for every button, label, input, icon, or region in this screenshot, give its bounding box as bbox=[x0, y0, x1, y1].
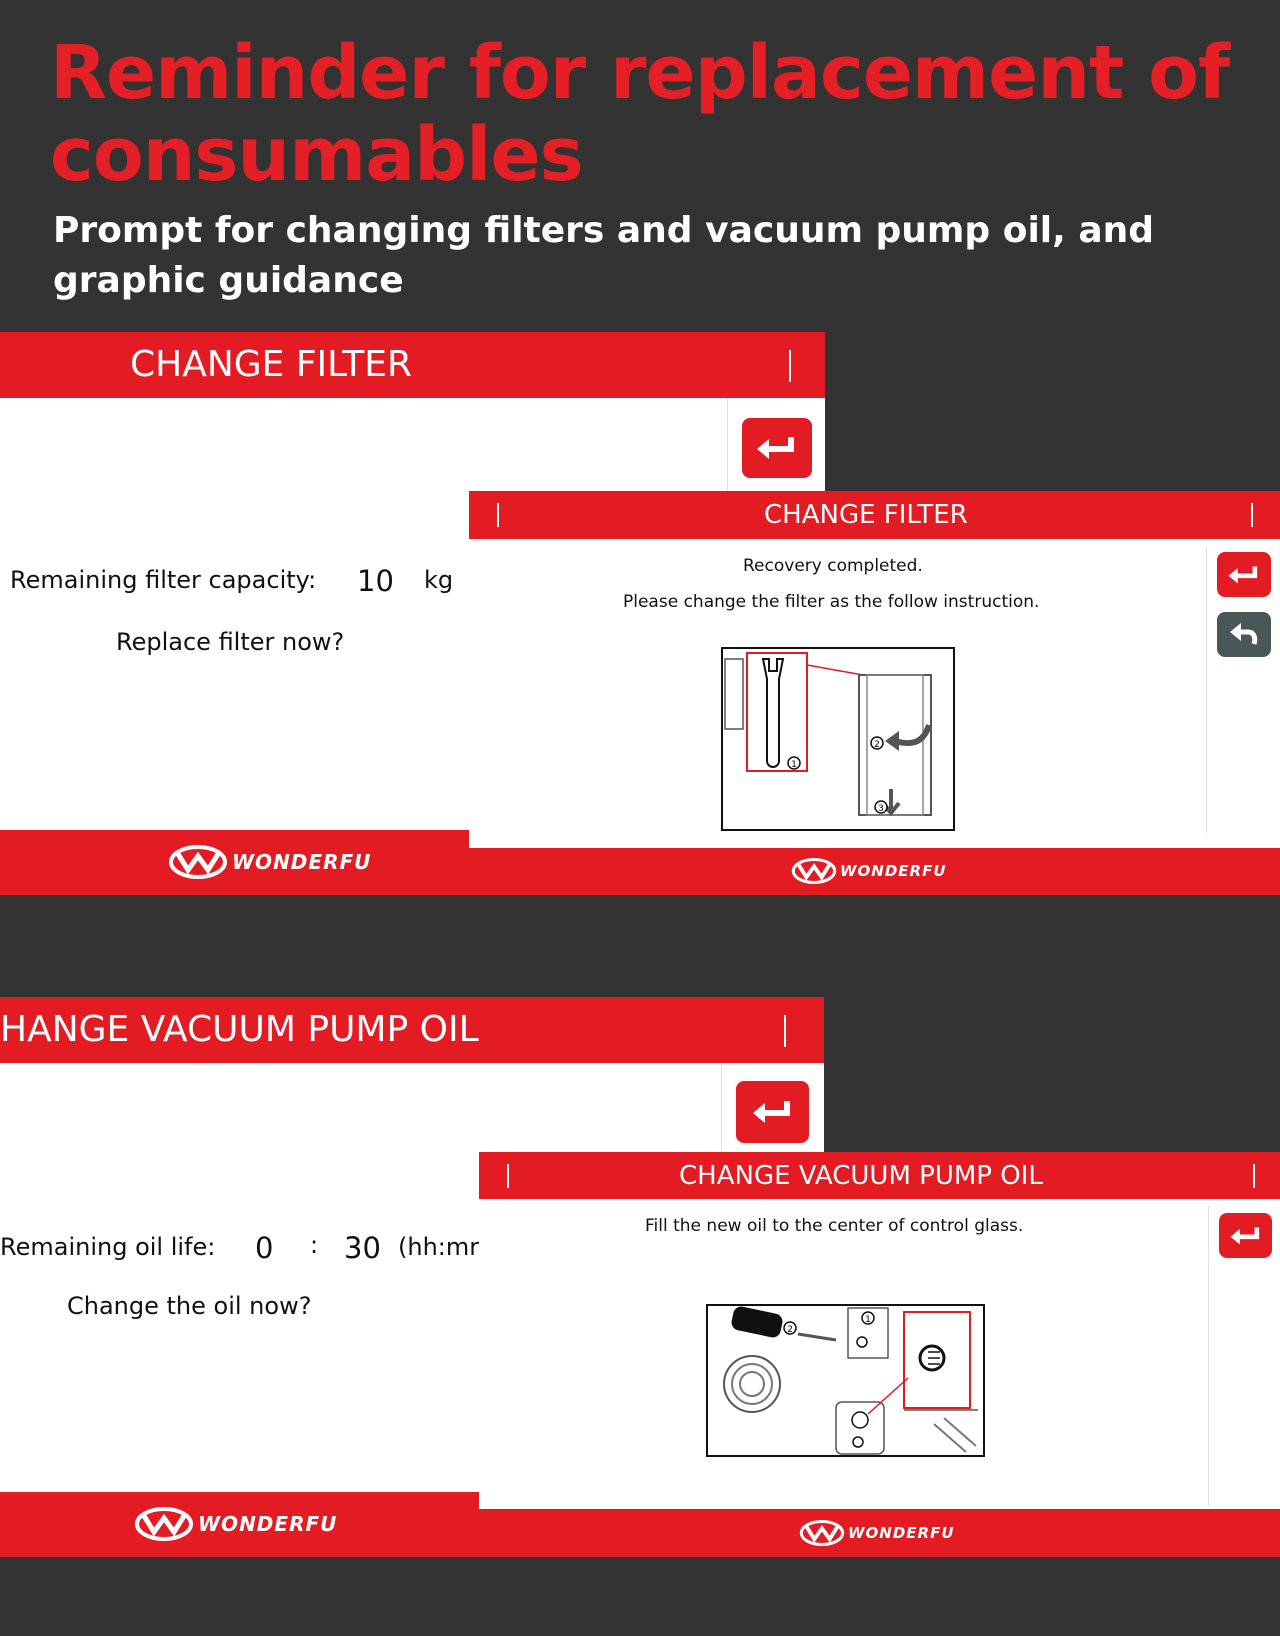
logo-text: WONDERFU bbox=[198, 1512, 338, 1536]
page-headline: Reminder for replacement of consumables bbox=[50, 30, 1230, 198]
oil-time-separator: : bbox=[310, 1231, 319, 1259]
enter-arrow-icon bbox=[751, 1097, 795, 1127]
title-divider-left bbox=[507, 1164, 509, 1188]
footer-bar bbox=[479, 1509, 1280, 1557]
title-divider bbox=[784, 1015, 786, 1047]
enter-arrow-icon bbox=[1227, 563, 1261, 587]
remaining-oil-label: Remaining oil life: bbox=[0, 1233, 216, 1261]
enter-button[interactable] bbox=[1219, 1213, 1272, 1258]
remaining-filter-label: Remaining filter capacity: bbox=[10, 566, 317, 594]
logo-text: WONDERFU bbox=[232, 850, 372, 874]
title-divider-right bbox=[1251, 503, 1253, 527]
title-divider bbox=[789, 350, 791, 382]
wonderfu-logo-icon bbox=[799, 1519, 845, 1547]
step-label-1: 1 bbox=[865, 1315, 871, 1325]
page-subtitle: Prompt for changing filters and vacuum pump oil, and graphic guidance bbox=[53, 210, 1155, 301]
title-bar bbox=[469, 491, 1280, 539]
back-button[interactable] bbox=[1217, 612, 1271, 657]
enter-arrow-icon bbox=[1229, 1224, 1263, 1248]
title-bar bbox=[479, 1152, 1280, 1199]
step-label-3: 3 bbox=[878, 804, 884, 814]
title-bar bbox=[0, 332, 825, 398]
enter-button[interactable] bbox=[742, 418, 812, 478]
change-filter-instruction-text: Please change the filter as the follow instruction. bbox=[623, 592, 1040, 612]
wonderfu-logo bbox=[134, 1506, 337, 1542]
remaining-filter-unit: kg bbox=[424, 566, 454, 594]
filter-diagram bbox=[721, 647, 955, 831]
step-label-2: 2 bbox=[874, 740, 880, 750]
oil-time-unit: (hh:mr bbox=[398, 1233, 480, 1261]
screen-title: HANGE VACUUM PUMP OIL bbox=[0, 1009, 479, 1050]
change-oil-question: Change the oil now? bbox=[67, 1292, 312, 1320]
step-label-1: 1 bbox=[791, 760, 797, 770]
title-divider-right bbox=[1253, 1164, 1255, 1188]
title-divider-left bbox=[497, 503, 499, 527]
replace-filter-question: Replace filter now? bbox=[116, 628, 345, 656]
back-arrow-icon bbox=[1228, 622, 1260, 648]
step-label-2: 2 bbox=[787, 1325, 793, 1335]
enter-button[interactable] bbox=[736, 1081, 809, 1143]
side-divider bbox=[1206, 547, 1207, 833]
wonderfu-logo bbox=[799, 1519, 955, 1547]
wonderfu-logo bbox=[791, 857, 947, 885]
enter-button[interactable] bbox=[1217, 552, 1271, 597]
wonderfu-logo bbox=[168, 844, 371, 880]
oil-instruction-screen bbox=[479, 1152, 1280, 1557]
oil-minutes-value: 30 bbox=[344, 1231, 381, 1265]
filter-instruction-screen bbox=[469, 491, 1280, 895]
logo-text: WONDERFU bbox=[848, 1524, 955, 1542]
remaining-filter-value: 10 bbox=[357, 564, 394, 598]
title-bar bbox=[0, 997, 824, 1063]
footer-bar bbox=[469, 848, 1280, 895]
logo-text: WONDERFU bbox=[840, 862, 947, 880]
screen-title: CHANGE FILTER bbox=[130, 344, 413, 385]
fill-oil-instruction-text: Fill the new oil to the center of control glass. bbox=[645, 1216, 1024, 1236]
side-divider bbox=[1208, 1206, 1209, 1506]
oil-diagram bbox=[706, 1304, 985, 1457]
recovery-completed-text: Recovery completed. bbox=[743, 556, 923, 576]
wonderfu-logo-icon bbox=[134, 1506, 194, 1542]
enter-arrow-icon bbox=[755, 433, 799, 463]
oil-hours-value: 0 bbox=[255, 1231, 274, 1265]
screen-title: CHANGE VACUUM PUMP OIL bbox=[679, 1161, 1043, 1191]
screen-title: CHANGE FILTER bbox=[764, 500, 968, 530]
wonderfu-logo-icon bbox=[791, 857, 837, 885]
wonderfu-logo-icon bbox=[168, 844, 228, 880]
